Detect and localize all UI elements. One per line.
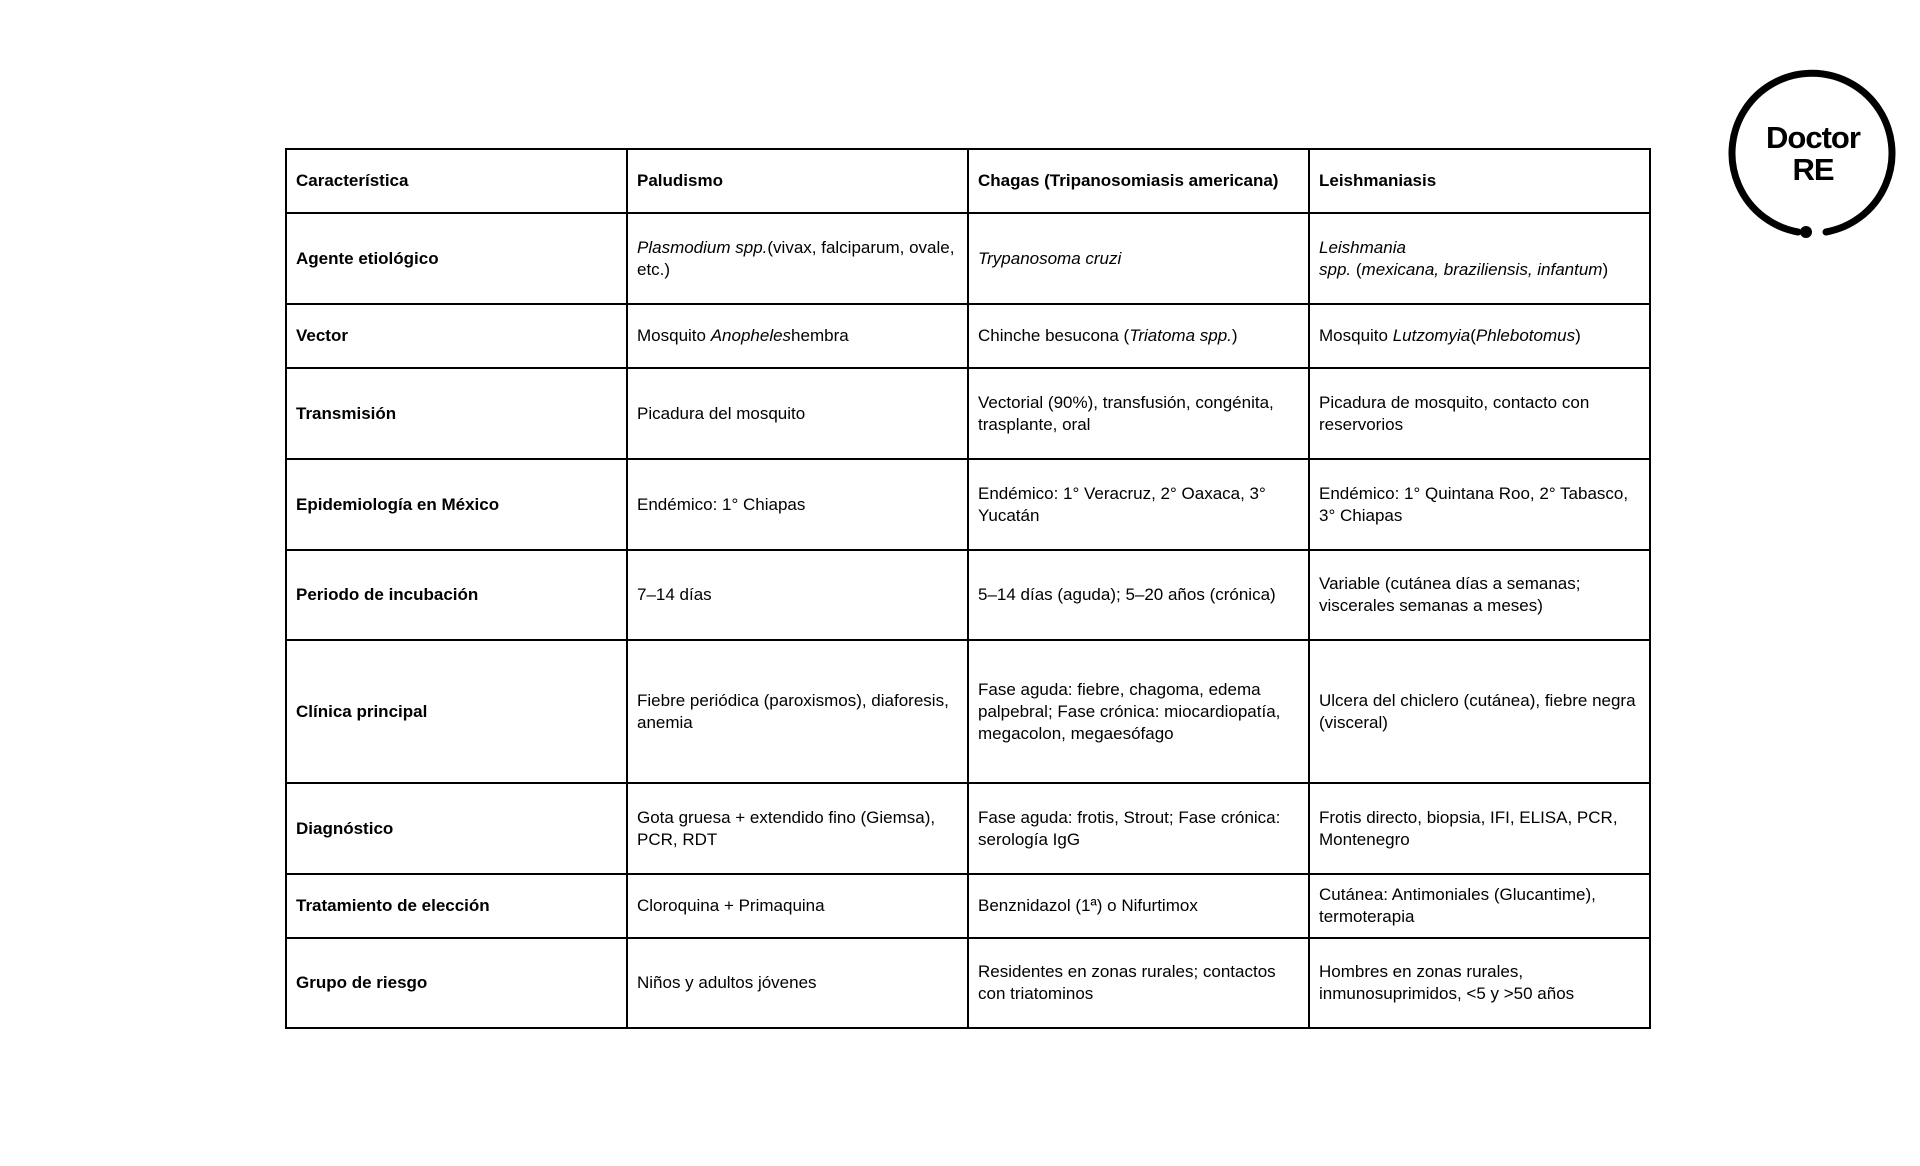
cell-text: (vivax, falciparum, ovale, etc.) — [637, 237, 955, 279]
cell-paludismo: 7–14 días — [627, 550, 968, 640]
cell-chagas: Endémico: 1° Veracruz, 2° Oaxaca, 3° Yucatán — [968, 459, 1309, 550]
header-caracteristica: Característica — [286, 149, 627, 213]
cell-text: hembra — [791, 326, 849, 345]
cell-leishmaniasis: Endémico: 1° Quintana Roo, 2° Tabasco, 3° Chiapas — [1309, 459, 1650, 550]
italic-text: Phlebotomus — [1475, 326, 1576, 345]
table-row — [286, 459, 1650, 550]
italic-text: Plasmodium spp. — [637, 237, 768, 257]
cell-chagas: 5–14 días (aguda); 5–20 años (crónica) — [968, 550, 1309, 640]
cell-leishmaniasis — [1309, 213, 1650, 304]
table-row — [286, 783, 1650, 874]
cell-text: ( — [1470, 326, 1476, 345]
table-row — [286, 874, 1650, 938]
cell-leishmaniasis — [1309, 304, 1650, 368]
cell-leishmaniasis: Variable (cutánea días a semanas; viscerales semanas a meses) — [1309, 550, 1650, 640]
cell-leishmaniasis: Frotis directo, biopsia, IFI, ELISA, PCR, Montenegro — [1309, 783, 1650, 874]
italic-text: Leishmania — [1319, 237, 1406, 257]
cell-text: Chinche besucona ( — [978, 326, 1130, 345]
table-row — [286, 213, 1650, 304]
cell-leishmaniasis: Ulcera del chiclero (cutánea), fiebre negra (visceral) — [1309, 640, 1650, 783]
table-row — [286, 550, 1650, 640]
cell-paludismo: Cloroquina + Primaquina — [627, 874, 968, 938]
row-label: Periodo de incubación — [286, 550, 627, 640]
header-leishmaniasis: Leishmaniasis — [1309, 149, 1650, 213]
row-label: Diagnóstico — [286, 783, 627, 874]
cell-paludismo: Fiebre periódica (paroxismos), diaforesis, anemia — [627, 640, 968, 783]
cell-chagas: Benznidazol (1ª) o Nifurtimox — [968, 874, 1309, 938]
cell-chagas: Vectorial (90%), transfusión, congénita, trasplante, oral — [968, 368, 1309, 459]
row-label: Vector — [286, 304, 627, 368]
row-label: Clínica principal — [286, 640, 627, 783]
cell-paludismo: Niños y adultos jóvenes — [627, 938, 968, 1028]
cell-leishmaniasis: Cutánea: Antimoniales (Glucantime), termoterapia — [1309, 874, 1650, 938]
italic-text: spp. — [1319, 259, 1352, 279]
cell-chagas: Fase aguda: frotis, Strout; Fase crónica: serología IgG — [968, 783, 1309, 874]
logo-ring-knot — [1800, 226, 1812, 238]
cell-chagas: Fase aguda: fiebre, chagoma, edema palpebral; Fase crónica: miocardiopatía, megacolon, megaesófago — [968, 640, 1309, 783]
cell-text: Mosquito — [637, 326, 711, 345]
row-label: Transmisión — [286, 368, 627, 459]
italic-text: mexicana, braziliensis, infantum — [1361, 259, 1603, 279]
cell-chagas — [968, 304, 1309, 368]
cell-paludismo: Gota gruesa + extendido fino (Giemsa), PCR, RDT — [627, 783, 968, 874]
italic-text: Lutzomyia — [1392, 326, 1471, 345]
row-label: Agente etiológico — [286, 213, 627, 304]
comparison-table-container — [285, 148, 1651, 1029]
cell-paludismo — [627, 304, 968, 368]
cell-text: ) — [1602, 259, 1609, 279]
cell-leishmaniasis: Hombres en zonas rurales, inmunosuprimidos, <5 y >50 años — [1309, 938, 1650, 1028]
cell-leishmaniasis: Picadura de mosquito, contacto con reservorios — [1309, 368, 1650, 459]
table-header-row — [286, 149, 1650, 213]
table-row — [286, 368, 1650, 459]
cell-paludismo — [627, 213, 968, 304]
table-row — [286, 640, 1650, 783]
italic-text: Anopheles — [710, 326, 792, 345]
logo-text-re: RE — [1792, 152, 1834, 187]
table-row — [286, 938, 1650, 1028]
cell-text: ) — [1231, 326, 1238, 345]
row-label: Epidemiología en México — [286, 459, 627, 550]
cell-text: ( — [1351, 259, 1362, 279]
cell-text: ) — [1575, 326, 1581, 345]
header-chagas: Chagas (Tripanosomiasis americana) — [968, 149, 1309, 213]
cell-paludismo: Endémico: 1° Chiapas — [627, 459, 968, 550]
cell-chagas — [968, 213, 1309, 304]
italic-text: Trypanosoma cruzi — [978, 248, 1122, 268]
cell-paludismo: Picadura del mosquito — [627, 368, 968, 459]
header-paludismo: Paludismo — [627, 149, 968, 213]
cell-text: Mosquito — [1319, 326, 1393, 345]
logo-text-doctor: Doctor — [1766, 120, 1860, 155]
italic-text: Triatoma spp. — [1129, 326, 1232, 345]
cell-chagas: Residentes en zonas rurales; contactos con triatominos — [968, 938, 1309, 1028]
row-label: Grupo de riesgo — [286, 938, 627, 1028]
comparison-table — [285, 148, 1651, 1029]
table-row — [286, 304, 1650, 368]
doctor-re-logo — [1722, 62, 1902, 242]
row-label: Tratamiento de elección — [286, 874, 627, 938]
